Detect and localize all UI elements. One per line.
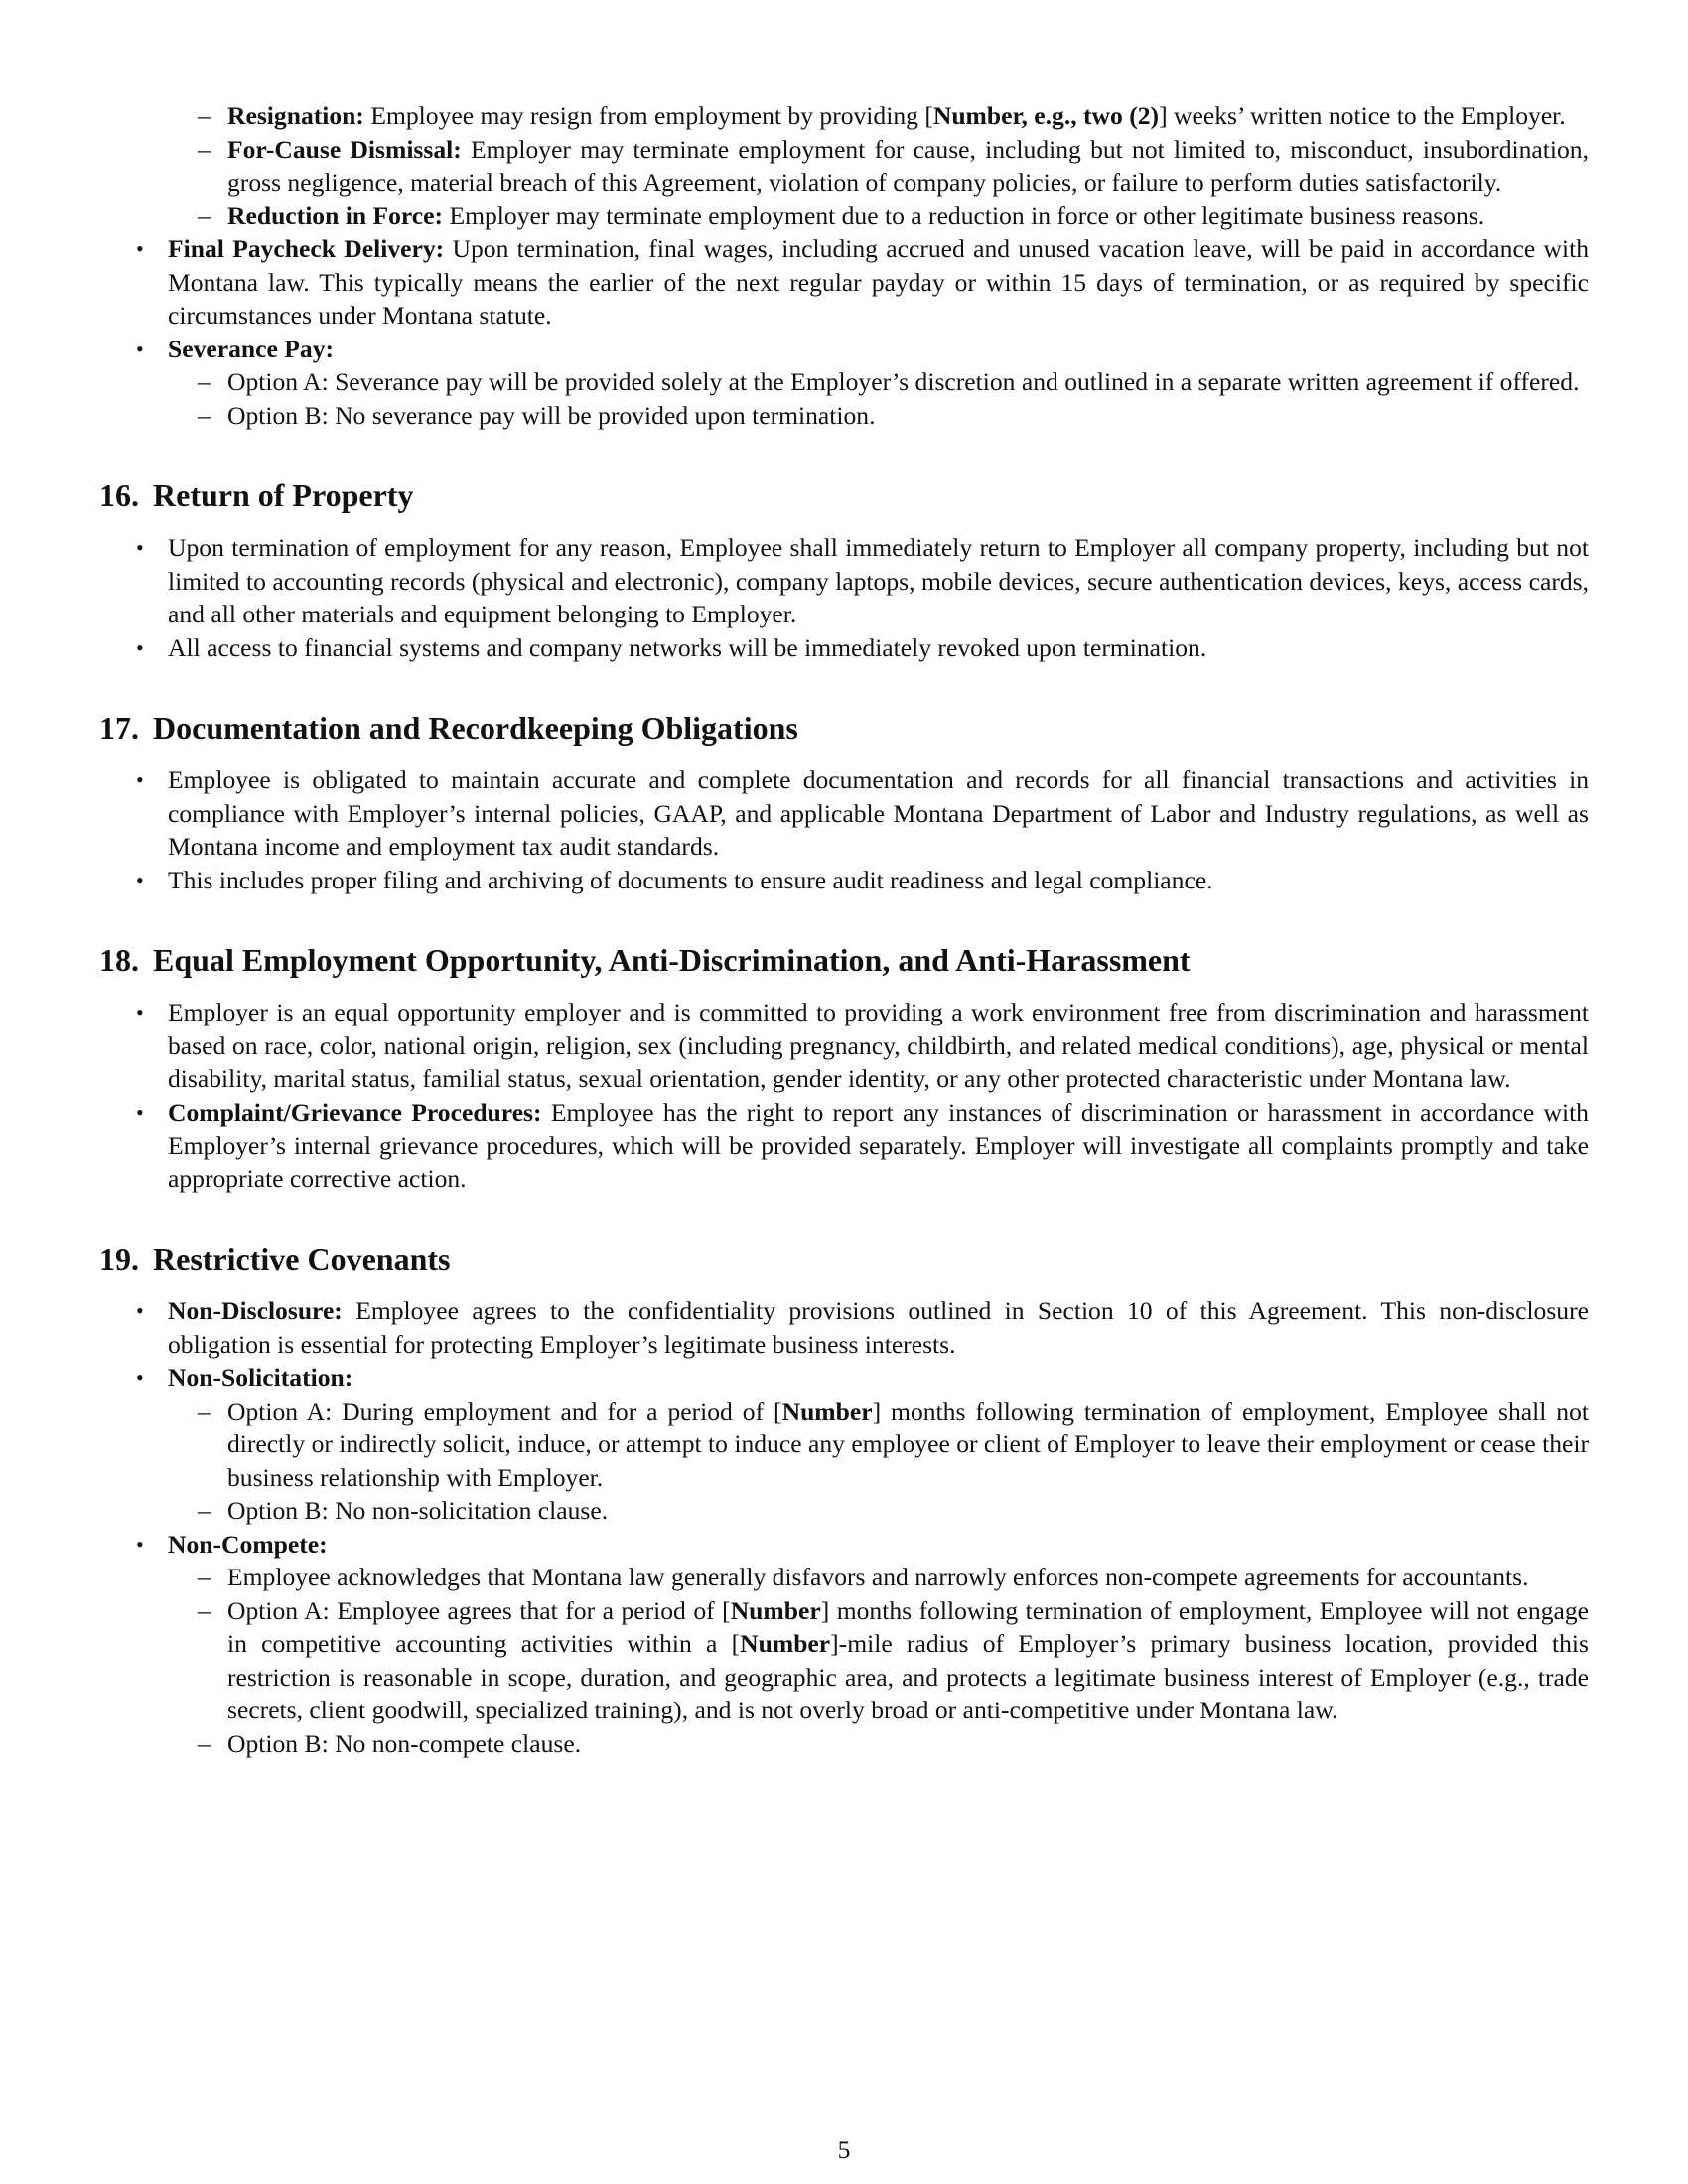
resignation-text-a: Employee may resign from employment by providing [ xyxy=(370,101,933,130)
rif-text: Employer may terminate employment due to a reduction in force or other legitimate business reasons. xyxy=(449,201,1485,230)
section-number: 18. xyxy=(99,942,139,978)
section-title: Documentation and Recordkeeping Obligations xyxy=(153,710,798,746)
complaint-label: Complaint/Grievance Procedures: xyxy=(168,1097,542,1127)
nd-label: Non-Disclosure: xyxy=(168,1297,343,1325)
section-heading-18 xyxy=(99,940,1589,980)
severance-label: Severance Pay: xyxy=(168,334,335,363)
section-18-list xyxy=(99,996,1589,1195)
resignation-text-b: ] weeks’ written notice to the Employer. xyxy=(1159,101,1566,130)
nc-label: Non-Compete: xyxy=(168,1529,328,1559)
section-heading-16 xyxy=(99,476,1589,515)
section-number: 17. xyxy=(99,710,139,746)
nc-a-text-1: Option A: Employee agrees that for a period of [ xyxy=(227,1595,731,1625)
final-pay-label: Final Paycheck Delivery: xyxy=(168,234,445,263)
ns-a-placeholder: Number xyxy=(781,1396,873,1426)
nc-a-text-2: ] months following termination of employment, Employee will not engage in competitive accounting activities within a [ xyxy=(227,1595,1590,1658)
list-item-non-solicitation xyxy=(99,1361,1589,1395)
section-number: 16. xyxy=(99,478,139,513)
list-item-nc-option-b: – Option B: No non-compete clause. xyxy=(99,1727,1589,1761)
list-item: • Employee is obligated to maintain accurate and complete documentation and records for all financial transactions and activities in compliance with Employer’s internal policies, GAAP, and applicable Montana Department of Labor and Industry regulations, as well as Montana income and employment tax audit standards. xyxy=(99,763,1589,864)
section-16-list xyxy=(99,531,1589,664)
complaint-text: Employee has the right to report any instances of discrimination or harassment in accordance with Employer’s internal grievance procedures, which will be provided separately. Employer will investigate all complaints promptly and take appropriate corrective action. xyxy=(168,1097,1589,1193)
list-item-ns-option-a xyxy=(99,1395,1589,1495)
section-19-list xyxy=(99,1295,1589,1760)
list-item-severance-a: – Option A: Severance pay will be provided solely at the Employer’s discretion and outlined in a separate written agreement if offered. xyxy=(99,365,1589,399)
nc-a-text-3: ]-mile radius of Employer’s primary business location, provided this restriction is reasonable in scope, duration, and geographic area, and protects a legitimate business interest of Employer (e.g., trade secrets, client goodwill, specialized training), and is not overly broad or anti-competitive under Montana law. xyxy=(227,1629,1589,1724)
list-item-ns-option-b: – Option B: No non-solicitation clause. xyxy=(99,1494,1589,1528)
list-item: • All access to financial systems and company networks will be immediately revoked upon termination. xyxy=(99,631,1589,665)
for-cause-text: Employer may terminate employment for cause, including but not limited to, misconduct, insubordination, gross negligence, material breach of this Agreement, violation of company policies, or failure to perform duties satisfactorily. xyxy=(227,134,1589,197)
section-number: 19. xyxy=(99,1241,139,1277)
section-17-list xyxy=(99,763,1589,896)
termination-list xyxy=(99,99,1589,432)
rif-label: Reduction in Force: xyxy=(227,201,444,230)
list-item-rif xyxy=(99,200,1589,233)
list-item-severance-b: – Option B: No severance pay will be provided upon termination. xyxy=(99,399,1589,433)
list-item-nc-ack: – Employee acknowledges that Montana law generally disfavors and narrowly enforces non-compete agreements for accountants. xyxy=(99,1561,1589,1594)
ns-a-text-2: ] months following termination of employment, Employee shall not directly or indirectly solicit, induce, or attempt to induce any employee or client of Employer to leave their employment or cease their business relationship with Employer. xyxy=(227,1396,1589,1492)
section-heading-19 xyxy=(99,1239,1589,1279)
list-item-resignation xyxy=(99,99,1589,133)
list-item: • Employer is an equal opportunity employer and is committed to providing a work environment free from discrimination and harassment based on race, color, national origin, religion, sex (including pregnancy, childbirth, and related medical conditions), age, physical or mental disability, marital status, familial status, sexual orientation, gender identity, or any other protected characteristic under Montana law. xyxy=(99,996,1589,1096)
list-item-severance xyxy=(99,333,1589,366)
list-item-for-cause xyxy=(99,133,1589,200)
nd-text: Employee agrees to the confidentiality provisions outlined in Section 10 of this Agreement. This non-disclosure obligation is essential for protecting Employer’s legitimate business interests. xyxy=(168,1297,1589,1359)
section-title: Restrictive Covenants xyxy=(153,1241,451,1277)
list-item-complaint xyxy=(99,1096,1589,1196)
nc-a-placeholder-2: Number xyxy=(740,1629,831,1658)
list-item-nc-option-a xyxy=(99,1594,1589,1727)
final-pay-text: Upon termination, final wages, including accrued and unused vacation leave, will be paid in accordance with Montana law. This typically means the earlier of the next regular payday or within 15 days of termination, or as required by specific circumstances under Montana statute. xyxy=(168,234,1589,330)
section-heading-17 xyxy=(99,708,1589,748)
list-item: • This includes proper filing and archiving of documents to ensure audit readiness and legal compliance. xyxy=(99,864,1589,897)
ns-label: Non-Solicitation: xyxy=(168,1363,353,1392)
resignation-placeholder: Number, e.g., two (2) xyxy=(932,101,1160,130)
list-item: • Upon termination of employment for any reason, Employee shall immediately return to Employer all company property, including but not limited to accounting records (physical and electronic), company laptops, mobile devices, secure authentication devices, keys, access cards, and all other materials and equipment belonging to Employer. xyxy=(99,531,1589,631)
page-number: 5 xyxy=(837,2135,851,2164)
for-cause-label: For-Cause Dismissal: xyxy=(227,134,462,164)
document-page xyxy=(99,99,1589,2085)
list-item-final-paycheck xyxy=(99,232,1589,333)
list-item-non-compete xyxy=(99,1528,1589,1562)
section-title: Equal Employment Opportunity, Anti-Discrimination, and Anti-Harassment xyxy=(153,942,1191,978)
section-title: Return of Property xyxy=(153,478,414,513)
resignation-label: Resignation: xyxy=(227,101,364,130)
ns-a-text-1: Option A: During employment and for a period of [ xyxy=(227,1396,782,1426)
list-item-non-disclosure xyxy=(99,1295,1589,1361)
nc-a-placeholder-1: Number xyxy=(730,1595,821,1625)
